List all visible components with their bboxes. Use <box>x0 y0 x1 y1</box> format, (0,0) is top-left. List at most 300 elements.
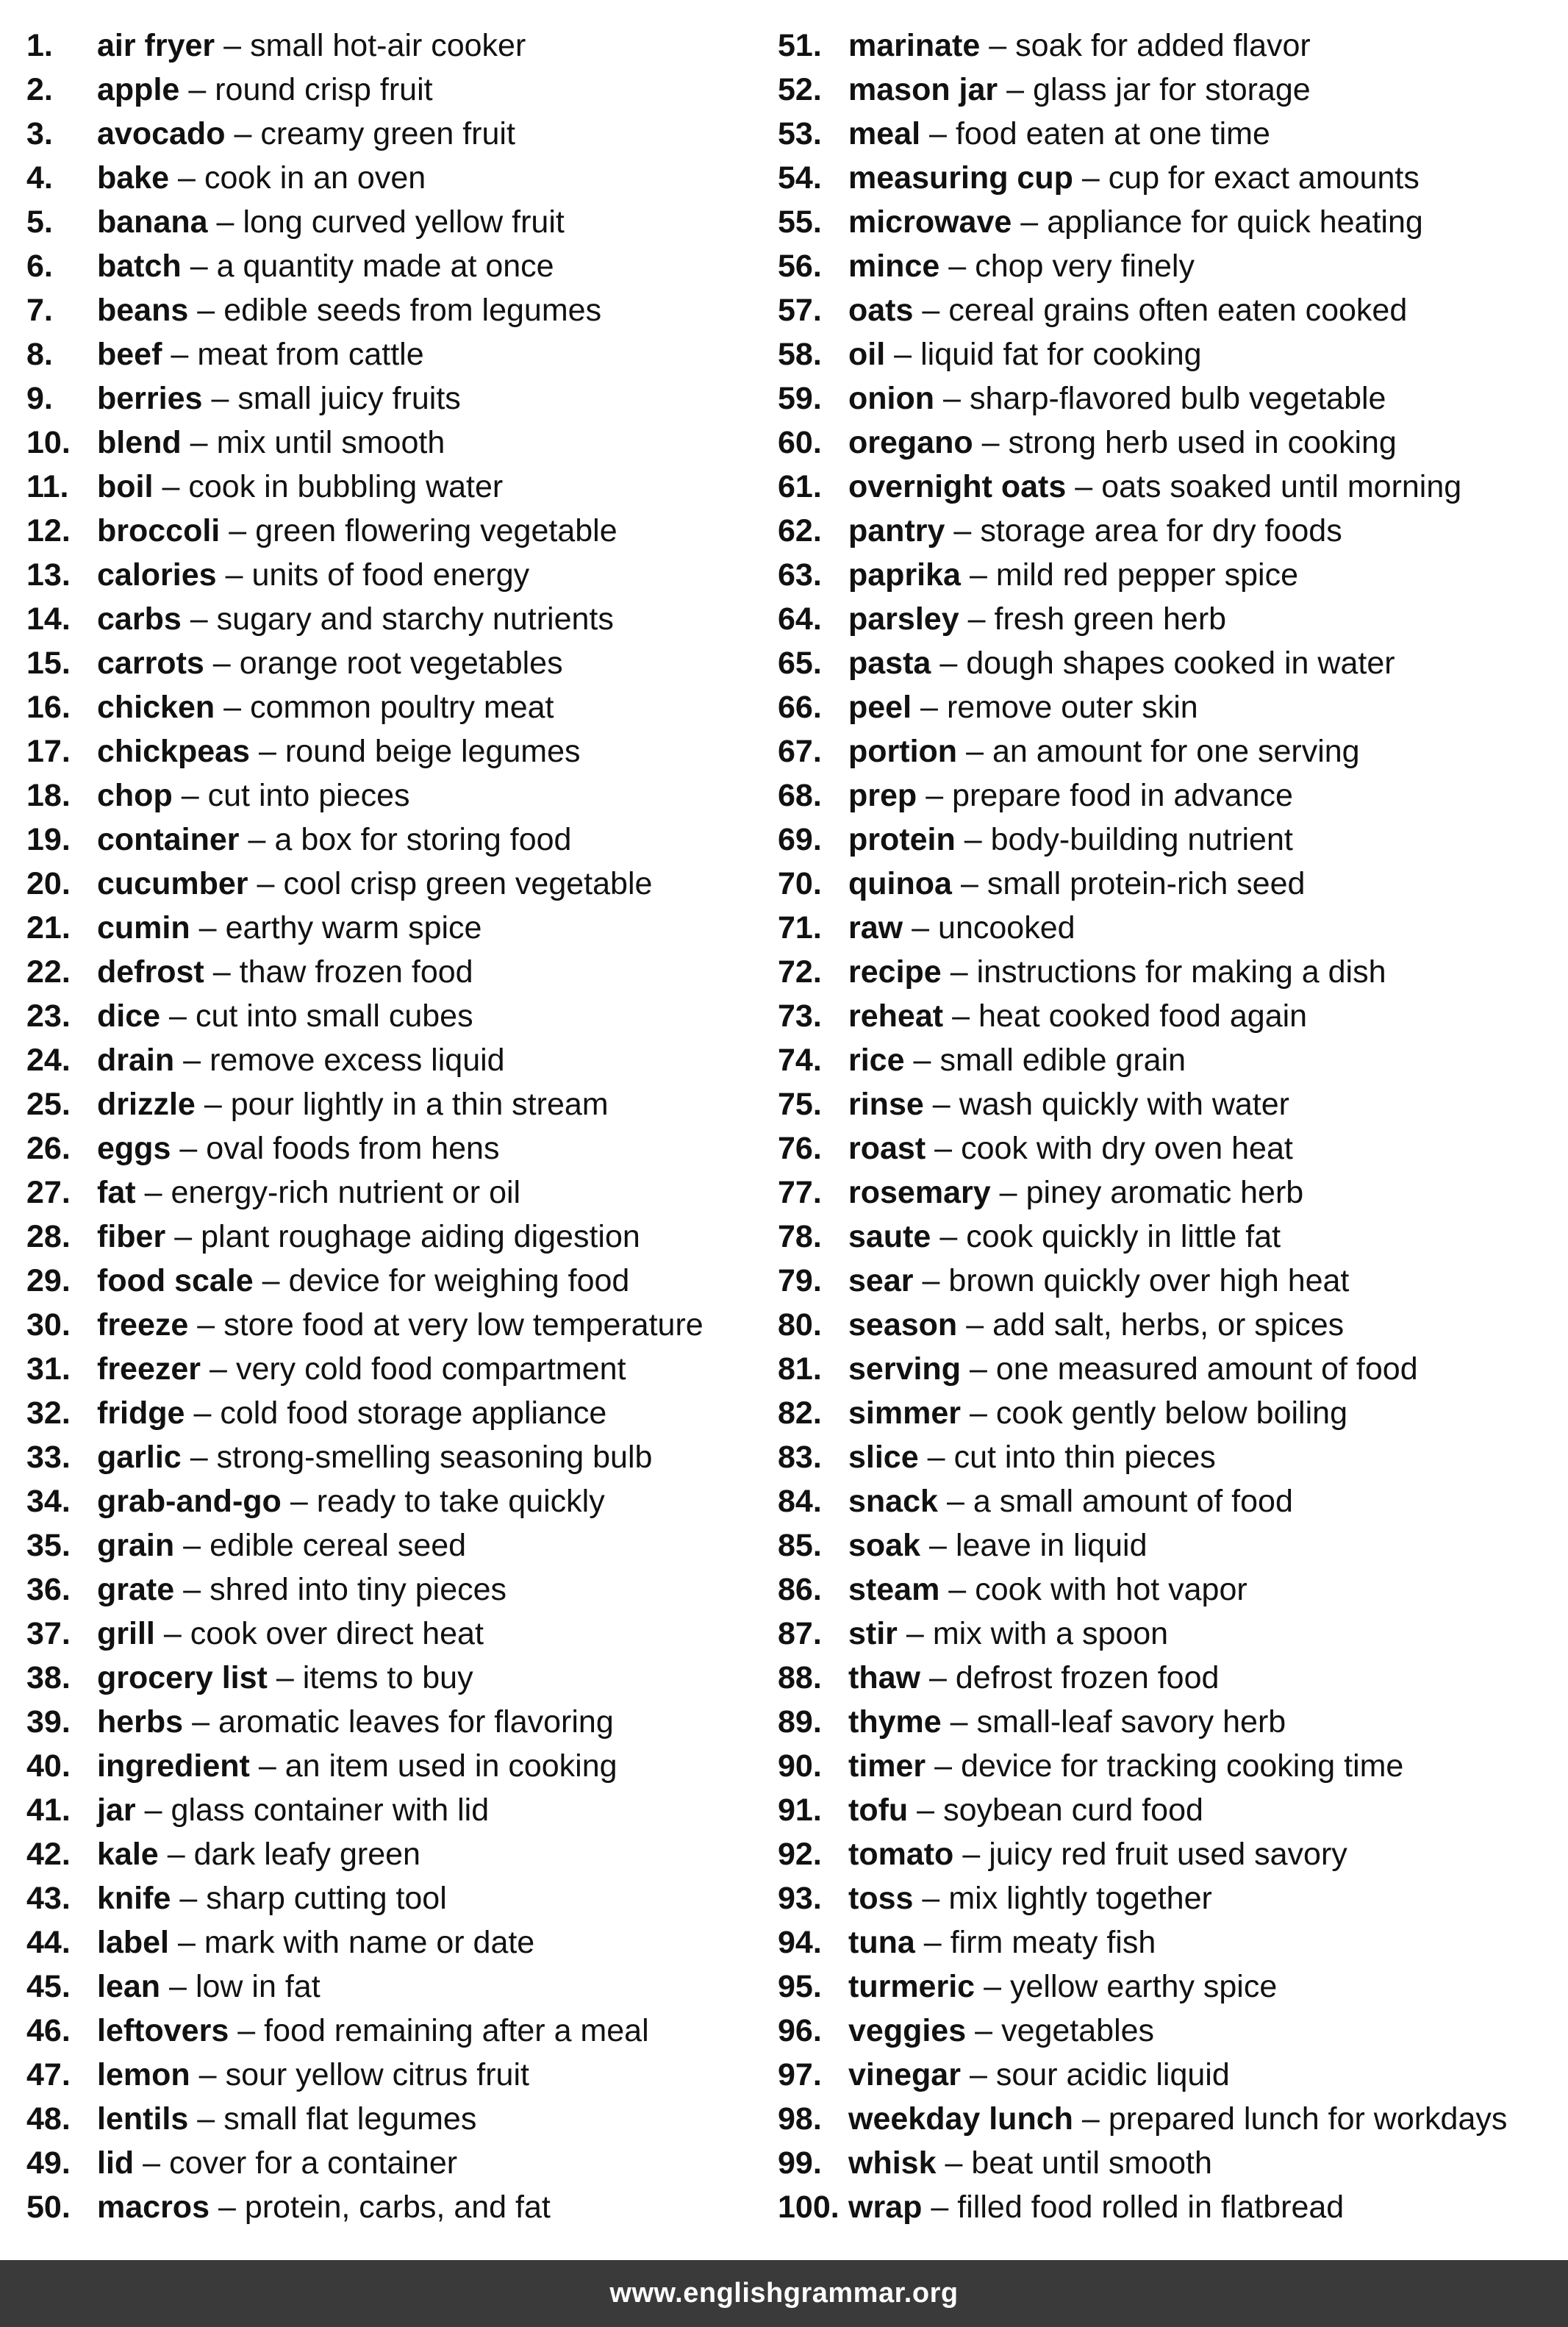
vocabulary-entry <box>778 2141 1542 2185</box>
entry-separator: – <box>989 28 1007 63</box>
entry-term: pasta <box>848 646 931 681</box>
entry-term: mince <box>848 249 940 284</box>
entry-number: 41. <box>26 1792 71 1828</box>
entry-number: 54. <box>778 160 822 196</box>
entry-separator: – <box>258 734 276 769</box>
entry-term: food scale <box>97 1263 254 1298</box>
entry-definition: edible seeds from legumes <box>223 293 602 328</box>
entry-definition: leave in liquid <box>955 1528 1148 1563</box>
entry-number: 80. <box>778 1307 822 1343</box>
entry-definition: thaw frozen food <box>239 954 473 990</box>
entry-definition: dough shapes cooked in water <box>966 646 1395 681</box>
vocabulary-entry <box>26 376 778 421</box>
vocabulary-entry <box>778 509 1542 553</box>
entry-number: 68. <box>778 778 822 813</box>
entry-term: mason jar <box>848 72 998 107</box>
entry-separator: – <box>932 1087 951 1122</box>
entry-number: 27. <box>26 1175 71 1210</box>
entry-definition: cut into pieces <box>207 778 410 813</box>
entry-number: 38. <box>26 1660 71 1695</box>
entry-number: 50. <box>26 2190 71 2225</box>
vocabulary-entry <box>26 156 778 200</box>
entry-term: oil <box>848 337 886 372</box>
vocabulary-entry <box>26 1303 778 1347</box>
entry-separator: – <box>276 1660 294 1695</box>
vocabulary-entry <box>26 1038 778 1082</box>
entry-definition: cook in bubbling water <box>188 469 504 504</box>
entry-number: 42. <box>26 1837 71 1872</box>
vocabulary-entry <box>26 1832 778 1876</box>
entry-number: 37. <box>26 1616 71 1651</box>
entry-definition: cold food storage appliance <box>220 1395 607 1431</box>
vocabulary-entry <box>778 862 1542 906</box>
entry-separator: – <box>929 1528 947 1563</box>
entry-number: 16. <box>26 690 71 725</box>
vocabulary-entry <box>26 200 778 244</box>
entry-number: 30. <box>26 1307 71 1343</box>
entry-definition: small edible grain <box>939 1043 1186 1078</box>
vocabulary-entry <box>26 1435 778 1479</box>
entry-term: raw <box>848 910 903 946</box>
entry-number: 46. <box>26 2013 71 2048</box>
entry-definition: oval foods from hens <box>206 1131 500 1166</box>
entry-term: grain <box>97 1528 175 1563</box>
entry-number: 69. <box>778 822 822 857</box>
entry-number: 17. <box>26 734 71 769</box>
entry-separator: – <box>183 1043 201 1078</box>
entry-number: 47. <box>26 2057 71 2092</box>
entry-term: onion <box>848 381 935 416</box>
entry-term: air fryer <box>97 28 215 63</box>
entry-term: tuna <box>848 1925 915 1960</box>
entry-number: 2. <box>26 72 53 107</box>
entry-number: 71. <box>778 910 822 946</box>
entry-separator: – <box>950 1704 968 1740</box>
vocabulary-entry <box>778 2009 1542 2053</box>
entry-definition: storage area for dry foods <box>980 513 1342 548</box>
entry-separator: – <box>948 249 967 284</box>
entry-term: eggs <box>97 1131 171 1166</box>
entry-term: rinse <box>848 1087 924 1122</box>
vocabulary-entry <box>778 1523 1542 1568</box>
vocabulary-entry <box>778 2053 1542 2097</box>
entry-separator: – <box>1020 204 1039 240</box>
entry-definition: creamy green fruit <box>260 116 515 151</box>
entry-separator: – <box>262 1263 280 1298</box>
entry-term: saute <box>848 1219 931 1254</box>
entry-definition: an amount for one serving <box>992 734 1360 769</box>
vocabulary-entry <box>26 1215 778 1259</box>
entry-number: 56. <box>778 249 822 284</box>
entry-number: 76. <box>778 1131 822 1166</box>
entry-term: freeze <box>97 1307 189 1343</box>
entry-separator: – <box>198 910 217 946</box>
entry-term: apple <box>97 72 180 107</box>
entry-definition: plant roughage aiding digestion <box>201 1219 640 1254</box>
vocabulary-column-left <box>26 24 778 2229</box>
entry-number: 33. <box>26 1440 71 1475</box>
entry-definition: soak for added flavor <box>1015 28 1311 63</box>
entry-definition: small-leaf savory herb <box>976 1704 1286 1740</box>
entry-definition: chop very finely <box>975 249 1195 284</box>
entry-separator: – <box>198 2057 217 2092</box>
vocabulary-entry <box>26 1656 778 1700</box>
entry-term: lemon <box>97 2057 190 2092</box>
entry-number: 44. <box>26 1925 71 1960</box>
entry-definition: cut into small cubes <box>195 998 473 1034</box>
entry-term: tomato <box>848 1837 954 1872</box>
vocabulary-entry <box>778 24 1542 68</box>
vocabulary-entry <box>778 2185 1542 2229</box>
entry-term: paprika <box>848 557 961 593</box>
vocabulary-entry <box>26 2009 778 2053</box>
entry-separator: – <box>926 778 944 813</box>
vocabulary-entry <box>26 1082 778 1126</box>
entry-number: 94. <box>778 1925 822 1960</box>
vocabulary-entry <box>778 2097 1542 2141</box>
entry-term: weekday lunch <box>848 2101 1073 2137</box>
entry-term: dice <box>97 998 161 1034</box>
entry-number: 29. <box>26 1263 71 1298</box>
entry-term: broccoli <box>97 513 221 548</box>
vocabulary-entry <box>778 1656 1542 1700</box>
entry-separator: – <box>964 822 982 857</box>
entry-separator: – <box>193 1395 212 1431</box>
vocabulary-entry <box>26 1391 778 1435</box>
entry-separator: – <box>181 778 199 813</box>
entry-separator: – <box>190 1440 208 1475</box>
entry-separator: – <box>290 1484 308 1519</box>
entry-number: 20. <box>26 866 71 901</box>
entry-number: 8. <box>26 337 53 372</box>
entry-separator: – <box>922 293 940 328</box>
entry-term: freezer <box>97 1351 201 1387</box>
vocabulary-entry <box>778 1347 1542 1391</box>
entry-separator: – <box>197 1307 215 1343</box>
entry-term: carrots <box>97 646 204 681</box>
entry-separator: – <box>218 2190 236 2225</box>
vocabulary-entry <box>26 1788 778 1832</box>
vocabulary-entry <box>26 1479 778 1523</box>
entry-separator: – <box>190 601 208 637</box>
entry-separator: – <box>223 690 242 725</box>
vocabulary-entry <box>26 597 778 641</box>
vocabulary-entry <box>26 950 778 994</box>
entry-definition: glass container with lid <box>171 1792 490 1828</box>
entry-definition: mix until smooth <box>216 425 445 460</box>
vocabulary-entry <box>26 862 778 906</box>
entry-separator: – <box>210 1351 227 1387</box>
entry-number: 58. <box>778 337 822 372</box>
entry-separator: – <box>183 1572 201 1607</box>
entry-definition: aromatic leaves for flavoring <box>218 1704 614 1740</box>
entry-term: toss <box>848 1881 914 1916</box>
entry-term: cumin <box>97 910 190 946</box>
entry-definition: cereal grains often eaten cooked <box>948 293 1408 328</box>
entry-term: marinate <box>848 28 981 63</box>
entry-definition: cool crisp green vegetable <box>283 866 653 901</box>
vocabulary-entry <box>26 906 778 950</box>
entry-term: soak <box>848 1528 921 1563</box>
entry-term: kale <box>97 1837 159 1872</box>
entry-definition: sharp cutting tool <box>206 1881 447 1916</box>
entry-definition: mix lightly together <box>948 1881 1212 1916</box>
entry-number: 82. <box>778 1395 822 1431</box>
entry-term: microwave <box>848 204 1012 240</box>
entry-number: 81. <box>778 1351 822 1387</box>
entry-definition: cook with dry oven heat <box>961 1131 1293 1166</box>
entry-separator: – <box>967 601 986 637</box>
entry-separator: – <box>188 72 207 107</box>
entry-separator: – <box>169 1969 187 2004</box>
vocabulary-entry <box>26 2141 778 2185</box>
entry-number: 98. <box>778 2101 822 2137</box>
entry-definition: edible cereal seed <box>210 1528 467 1563</box>
vocabulary-entry <box>778 994 1542 1038</box>
entry-definition: a quantity made at once <box>216 249 554 284</box>
entry-separator: – <box>923 1925 942 1960</box>
vocabulary-entry <box>778 641 1542 685</box>
entry-separator: – <box>1006 72 1025 107</box>
entry-definition: cook gently below boiling <box>995 1395 1347 1431</box>
entry-separator: – <box>179 1881 198 1916</box>
entry-term: wrap <box>848 2190 923 2225</box>
entry-separator: – <box>234 116 252 151</box>
entry-definition: mild red pepper spice <box>995 557 1298 593</box>
entry-separator: – <box>894 337 912 372</box>
entry-term: garlic <box>97 1440 182 1475</box>
entry-separator: – <box>1075 469 1093 504</box>
entry-definition: meat from cattle <box>197 337 424 372</box>
entry-number: 35. <box>26 1528 71 1563</box>
entry-separator: – <box>197 2101 215 2137</box>
vocabulary-entry <box>26 465 778 509</box>
entry-term: veggies <box>848 2013 967 2048</box>
footer-website[interactable]: www.englishgrammar.org <box>609 2278 959 2309</box>
vocabulary-entry <box>26 1876 778 1920</box>
entry-separator: – <box>969 1395 987 1431</box>
entry-term: grate <box>97 1572 175 1607</box>
entry-definition: firm meaty fish <box>950 1925 1156 1960</box>
entry-number: 59. <box>778 381 822 416</box>
vocabulary-entry <box>778 1920 1542 1965</box>
entry-number: 67. <box>778 734 822 769</box>
entry-definition: sharp-flavored bulb vegetable <box>969 381 1386 416</box>
entry-separator: – <box>163 1616 182 1651</box>
entry-separator: – <box>922 1881 940 1916</box>
entry-separator: – <box>248 822 266 857</box>
entry-definition: liquid fat for cooking <box>920 337 1202 372</box>
entry-number: 43. <box>26 1881 71 1916</box>
entry-definition: mix with a spoon <box>932 1616 1169 1651</box>
entry-definition: instructions for making a dish <box>976 954 1386 990</box>
entry-number: 5. <box>26 204 53 240</box>
entry-separator: – <box>948 1572 967 1607</box>
entry-definition: green flowering vegetable <box>255 513 617 548</box>
vocabulary-entry <box>26 244 778 288</box>
vocabulary-entry <box>778 1832 1542 1876</box>
vocabulary-entry <box>778 1700 1542 1744</box>
entry-definition: dark leafy green <box>193 1837 420 1872</box>
entry-definition: sugary and starchy nutrients <box>216 601 614 637</box>
entry-separator: – <box>190 425 208 460</box>
entry-term: chicken <box>97 690 215 725</box>
entry-definition: cook with hot vapor <box>975 1572 1247 1607</box>
entry-term: simmer <box>848 1395 961 1431</box>
entry-definition: small protein-rich seed <box>987 866 1306 901</box>
entry-number: 100. <box>778 2190 840 2225</box>
entry-separator: – <box>931 2190 949 2225</box>
entry-term: fiber <box>97 1219 166 1254</box>
vocabulary-entry <box>778 376 1542 421</box>
entry-number: 63. <box>778 557 822 593</box>
entry-separator: – <box>929 116 947 151</box>
vocabulary-entry <box>26 2185 778 2229</box>
entry-term: recipe <box>848 954 942 990</box>
entry-term: blend <box>97 425 182 460</box>
vocabulary-entry <box>778 1612 1542 1656</box>
entry-separator: – <box>162 469 180 504</box>
vocabulary-entry <box>778 1568 1542 1612</box>
entry-definition: add salt, herbs, or spices <box>992 1307 1345 1343</box>
entry-number: 24. <box>26 1043 71 1078</box>
entry-definition: appliance for quick heating <box>1047 204 1423 240</box>
entry-separator: – <box>143 2145 161 2181</box>
vocabulary-entry <box>778 332 1542 376</box>
entry-number: 90. <box>778 1748 822 1784</box>
vocabulary-entry <box>778 1038 1542 1082</box>
entry-term: turmeric <box>848 1969 975 2004</box>
entry-term: avocado <box>97 116 226 151</box>
vocabulary-entry <box>26 773 778 818</box>
entry-number: 3. <box>26 116 53 151</box>
entry-separator: – <box>190 249 208 284</box>
entry-term: drizzle <box>97 1087 196 1122</box>
entry-term: chickpeas <box>97 734 250 769</box>
vocabulary-entry <box>26 1523 778 1568</box>
entry-number: 9. <box>26 381 53 416</box>
entry-definition: cook quickly in little fat <box>966 1219 1281 1254</box>
entry-term: rice <box>848 1043 905 1078</box>
entry-term: bake <box>97 160 170 196</box>
entry-term: grab-and-go <box>97 1484 282 1519</box>
entry-term: thaw <box>848 1660 920 1695</box>
entry-definition: strong herb used in cooking <box>1008 425 1397 460</box>
vocabulary-entry <box>778 1435 1542 1479</box>
entry-separator: – <box>912 910 930 946</box>
entry-number: 21. <box>26 910 71 946</box>
entry-number: 66. <box>778 690 822 725</box>
entry-definition: fresh green herb <box>994 601 1227 637</box>
entry-separator: – <box>178 1925 196 1960</box>
entry-term: quinoa <box>848 866 952 901</box>
vocabulary-entry <box>778 68 1542 112</box>
footer-bar <box>0 2260 1568 2327</box>
vocabulary-entry <box>26 1744 778 1788</box>
entry-number: 49. <box>26 2145 71 2181</box>
entry-number: 95. <box>778 1969 822 2004</box>
entry-term: cucumber <box>97 866 248 901</box>
vocabulary-entry <box>778 818 1542 862</box>
entry-number: 4. <box>26 160 53 196</box>
entry-number: 55. <box>778 204 822 240</box>
entry-term: beans <box>97 293 189 328</box>
entry-term: boil <box>97 469 154 504</box>
entry-separator: – <box>237 2013 256 2048</box>
entry-number: 1. <box>26 28 53 63</box>
entry-separator: – <box>204 1087 222 1122</box>
vocabulary-entry <box>778 906 1542 950</box>
entry-separator: – <box>969 557 987 593</box>
entry-separator: – <box>144 1175 162 1210</box>
entry-separator: – <box>962 1837 981 1872</box>
entry-number: 72. <box>778 954 822 990</box>
entry-definition: vegetables <box>1001 2013 1155 2048</box>
entry-separator: – <box>945 2145 963 2181</box>
vocabulary-entry <box>778 465 1542 509</box>
entry-definition: cut into thin pieces <box>953 1440 1216 1475</box>
entry-definition: earthy warm spice <box>225 910 482 946</box>
vocabulary-entry <box>778 773 1542 818</box>
entry-number: 40. <box>26 1748 71 1784</box>
entry-term: container <box>97 822 240 857</box>
entry-separator: – <box>144 1792 162 1828</box>
entry-term: thyme <box>848 1704 942 1740</box>
entry-definition: small flat legumes <box>223 2101 477 2137</box>
entry-definition: filled food rolled in flatbread <box>957 2190 1345 2225</box>
entry-number: 77. <box>778 1175 822 1210</box>
entry-term: calories <box>97 557 217 593</box>
entry-separator: – <box>952 998 970 1034</box>
entry-separator: – <box>920 690 938 725</box>
entry-number: 93. <box>778 1881 822 1916</box>
entry-separator: – <box>922 1263 940 1298</box>
vocabulary-entry <box>26 1965 778 2009</box>
entry-term: whisk <box>848 2145 937 2181</box>
entry-number: 60. <box>778 425 822 460</box>
entry-term: parsley <box>848 601 959 637</box>
entry-term: fridge <box>97 1395 185 1431</box>
vocabulary-entry <box>26 1259 778 1303</box>
entry-number: 52. <box>778 72 822 107</box>
entry-term: banana <box>97 204 208 240</box>
entry-definition: shred into tiny pieces <box>210 1572 507 1607</box>
entry-separator: – <box>169 998 187 1034</box>
entry-number: 15. <box>26 646 71 681</box>
entry-term: grill <box>97 1616 155 1651</box>
entry-definition: long curved yellow fruit <box>243 204 565 240</box>
entry-number: 25. <box>26 1087 71 1122</box>
entry-number: 96. <box>778 2013 822 2048</box>
entry-term: ingredient <box>97 1748 250 1784</box>
vocabulary-entry <box>778 288 1542 332</box>
entry-separator: – <box>917 1792 935 1828</box>
vocabulary-entry <box>26 1126 778 1170</box>
vocabulary-entry <box>26 68 778 112</box>
vocabulary-entry <box>778 1744 1542 1788</box>
entry-separator: – <box>179 1131 198 1166</box>
entry-term: serving <box>848 1351 961 1387</box>
entry-separator: – <box>969 2057 987 2092</box>
vocabulary-entry <box>778 1082 1542 1126</box>
entry-separator: – <box>258 1748 276 1784</box>
entry-definition: cover for a container <box>169 2145 458 2181</box>
entry-definition: orange root vegetables <box>239 646 563 681</box>
entry-term: knife <box>97 1881 171 1916</box>
entry-definition: device for weighing food <box>288 1263 630 1298</box>
entry-number: 62. <box>778 513 822 548</box>
entry-definition: oats soaked until morning <box>1101 469 1462 504</box>
